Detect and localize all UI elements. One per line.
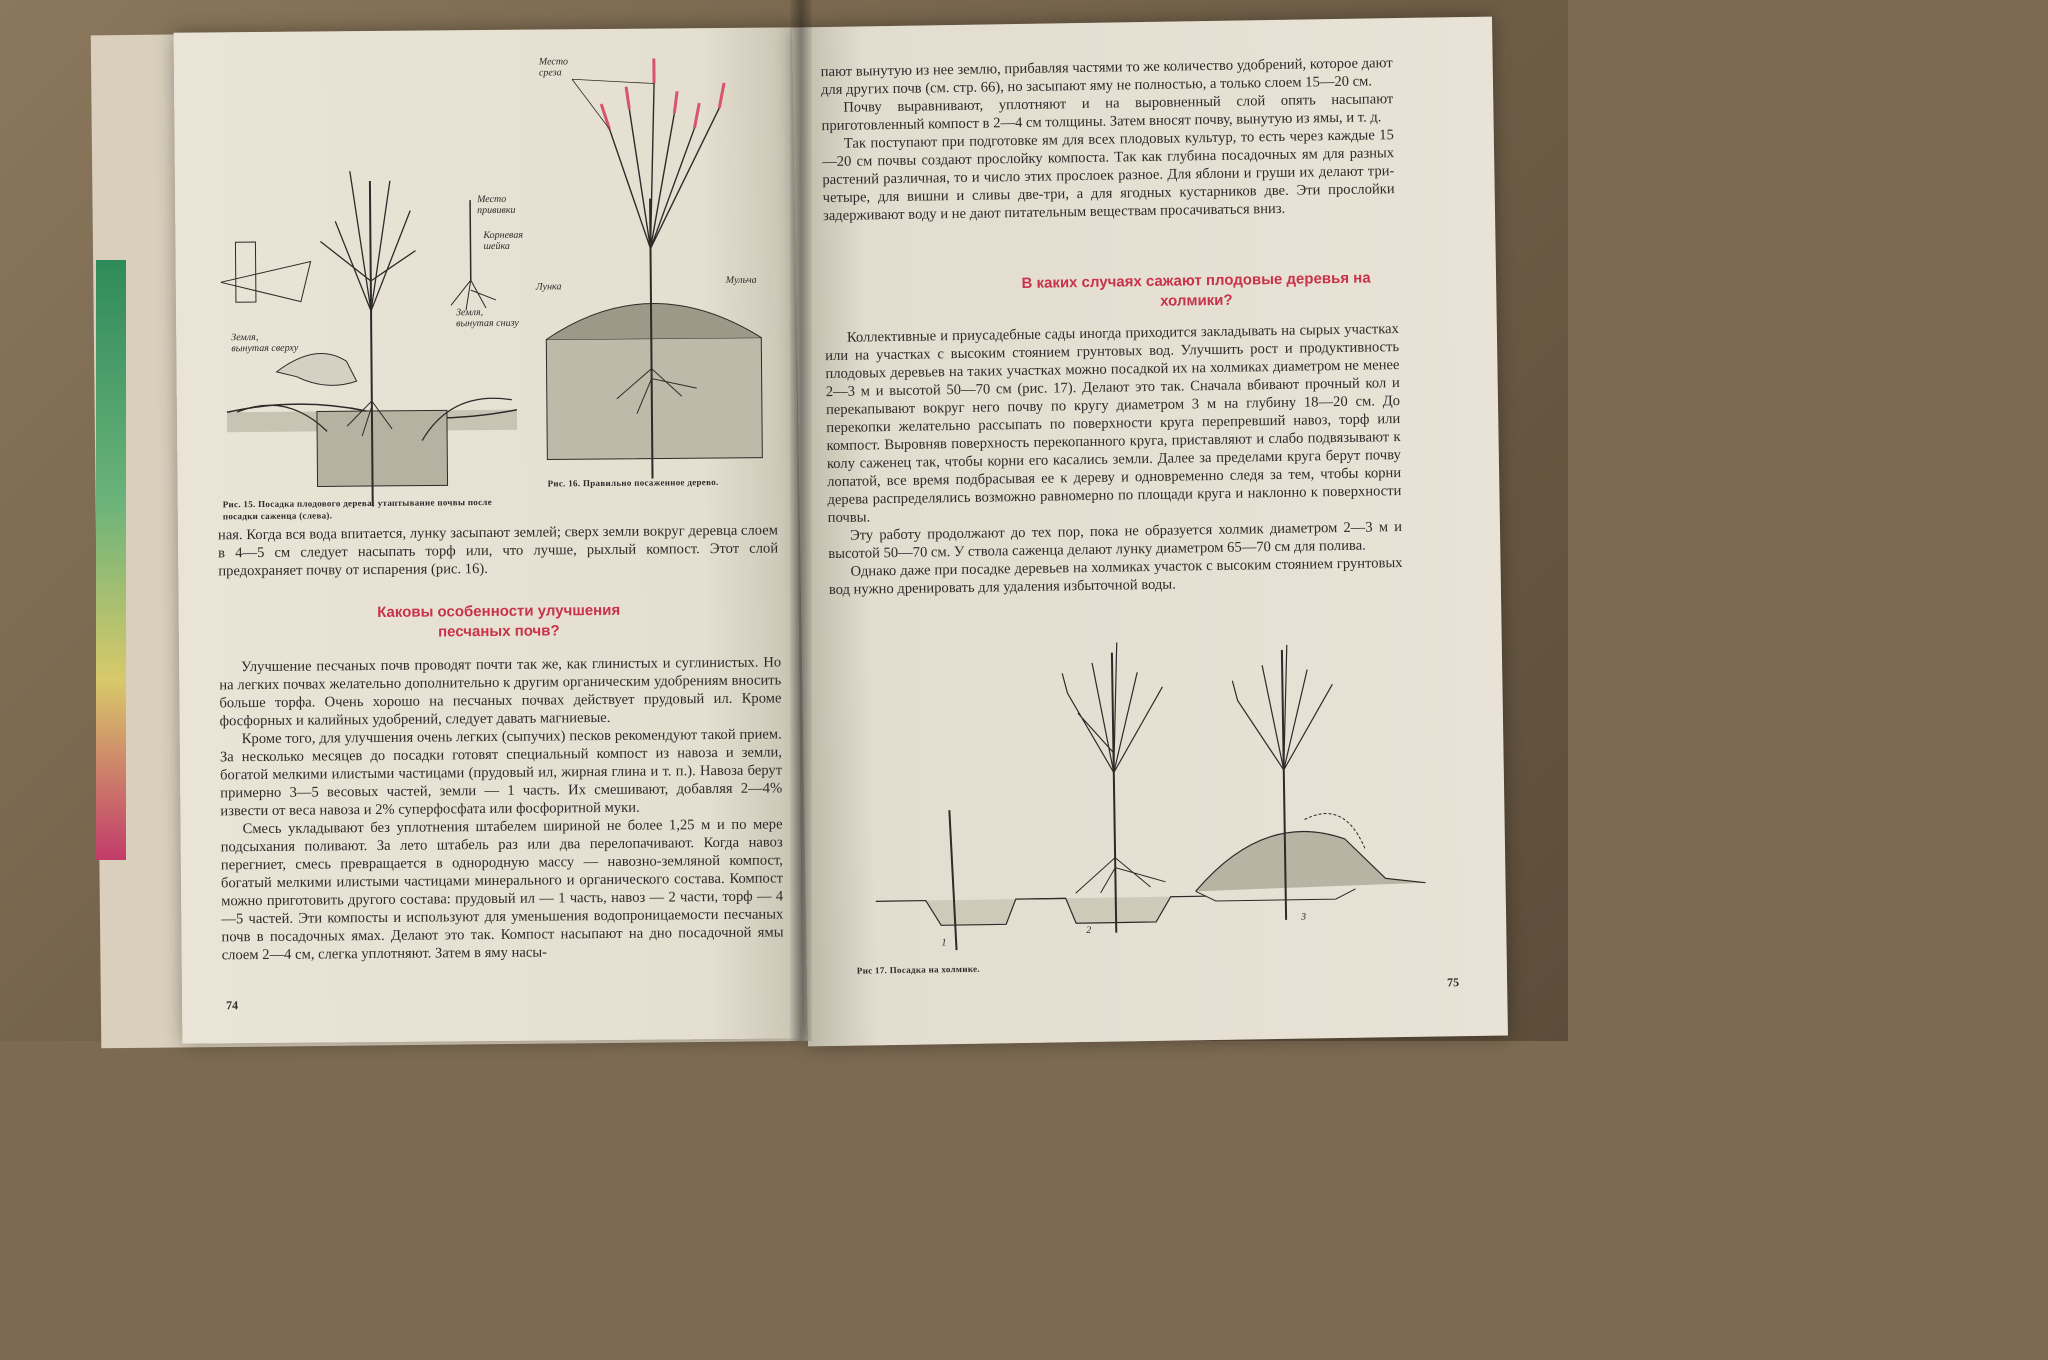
figure-17-number-3: 3 bbox=[1300, 911, 1307, 923]
left-paragraph-3: Смесь укладывают без уплотнения штабелем шириной не более 1,25 м и по мере подсыхания поливают. За лето штабель раз или два перелопачивают. Когда навоз перегниет, смесь превращается в однородную массу — навозно-земляной компост, богатый мелкими илистыми частицами минерального и органического состава. Компост можно приготовить другого состава: прудовый ил — 1 часть, навоз — 2 части, торф — 4—5 частей. Эти компосты и используют для уменьшения водопроницаемости песчаных почв в посадочных ямах. Делают это так. Компост насыпают на дно посадочной ямы слоем 2—4 см, слегка уплотняют. Затем в яму насы- bbox=[220, 816, 784, 964]
right-body-main bbox=[825, 320, 1403, 599]
book-gutter-shadow bbox=[790, 0, 812, 1041]
figure-17-number-1: 1 bbox=[941, 937, 947, 949]
right-paragraph-4: Коллективные и приусадебные сады иногда приходится закладывать на сырых участках или на участках с высоким стоянием грунтовых вод. Улучшить рост и продуктивность плодовых деревьев на таких участках можно посадкой их на холмиках диаметром не менее 2—3 м и высотой 50—70 см (рис. 17). Делают это так. Сначала вбивают прочный кол и перекапывают вокруг него почву по кругу диаметром 3 м на глубину 18—20 см. До перекопки желательно рассыпать по поверхности круга перепревший навоз, торф или компост. Выровняв поверхность перекопанного круга, приставляют и слабо подвязывают к колу саженец так, чтобы корни его касались земли. Далее за пределами круга берут почву лопатой, все время подбрасывая ее к дереву и одновременно следя за тем, чтобы корни дерева распределялись возможно равномерно по площади круга и наклонно к поверхности почвы. bbox=[825, 321, 1402, 527]
right-paragraph-5: Эту работу продолжают до тех пор, пока не образуется холмик диаметром 2—3 м и высотой 50—70 см. У ствола саженца делают лунку диаметром 65—70 см для полива. bbox=[828, 519, 1403, 563]
label-mulcha: Мульча bbox=[725, 274, 757, 286]
figure-16 bbox=[534, 47, 778, 489]
left-page bbox=[174, 27, 803, 1043]
left-body-text bbox=[219, 653, 784, 964]
right-paragraph-6: Однако даже при посадке деревьев на холмиках участок с высоким стоянием грунтовых вод нужно дренировать для удаления избыточной воды. bbox=[828, 555, 1403, 599]
label-mesto-sreza: Место среза bbox=[538, 56, 569, 79]
right-paragraph-3: Так поступают при подготовке ям для всех плодовых культур, то есть через каждые 15—20 см почвы создают прослойку компоста. Так как глубина посадочных ям для разных растений различная, то и число этих прослоек разное. Для яблони и груши их делают три-четыре, для вишни и сливы две-три, а для ягодных кустарников две. Эти прослойки задерживают воду и не дают питательным веществам просачиваться вниз. bbox=[822, 127, 1395, 225]
left-paragraph-continue: ная. Когда вся вода впитается, лунку засыпают землей; сверх земли вокруг деревца слоем в 4—5 см следует насыпать торф или, что лучше, рыхлый компост. Этот слой предохраняет почву от испарения (рис. 16). bbox=[217, 522, 779, 580]
label-zemlya-snizu: Земля, вынутая снизу bbox=[456, 307, 519, 330]
page-number-left: 74 bbox=[226, 998, 239, 1013]
caption-fig-16: Рис. 16. Правильно посаженное дерево. bbox=[547, 476, 719, 489]
left-paragraph-2: Кроме того, для улучшения очень легких (сыпучих) песков рекомендуют такой прием. За несколько месяцев до посадки готовят специальный компост из навоза и земли, богатой мелкими илистыми частицами (прудовый ил, жирная глина и т. п.). Навоза берут примерно 3—5 весовых частей, земли — 1 часть. Их смешивают, добавляя 2—4% извести от веса навоза и 2% суперфосфата или фосфоритной муки. bbox=[219, 726, 783, 820]
label-mesto-privivki: Место прививки bbox=[477, 193, 516, 217]
caption-fig-17: Рис 17. Посадка на холмике. bbox=[856, 963, 980, 976]
figure-17-number-2: 2 bbox=[1086, 924, 1092, 937]
right-paragraph-2: Почву выравнивают, уплотняют и на выровненный слой опять насыпают приготовленный компост в 2—4 см толщины. Затем вносят почву, вынутую из ямы, и т. д. bbox=[821, 91, 1394, 135]
figure-15 bbox=[214, 110, 527, 513]
right-section-heading: В каких случаях сажают плодовые деревья на холмики? bbox=[1021, 269, 1371, 310]
right-paragraph-continue: пают вынутую из нее землю, прибавляя частями то же количество удобрений, которое дают для других почв (см. стр. 66), но засыпают яму не полностью, а только слоем 15—20 см. bbox=[820, 55, 1393, 99]
label-kornevaya-sheyka: Корневая шейка bbox=[483, 229, 524, 253]
left-paragraph-1: Улучшение песчаных почв проводят почти так же, как глинистых и суглинистых. Но на легких почвах желательно дополнительно к другим органическим удобрениям вносить больше торфа. Очень хорошо на песчаных почвах действует прудовый ил. Кроме фосфорных и калийных удобрений, следует давать магниевые. bbox=[219, 654, 782, 730]
cover-colored-strip bbox=[96, 260, 126, 860]
figure-17 bbox=[862, 627, 1447, 956]
caption-fig-15: Рис. 15. Посадка плодового дерева; утаптывание почвы после посадки саженца (слева). bbox=[222, 496, 493, 522]
label-zemlya-sverhu: Земля, вынутая сверху bbox=[231, 331, 299, 355]
left-section-heading: Каковы особенности улучшения песчаных почв? bbox=[377, 601, 621, 641]
right-page bbox=[792, 17, 1508, 1047]
right-body-top bbox=[821, 54, 1395, 225]
label-lunka: Лунка bbox=[535, 281, 562, 293]
page-number-right: 75 bbox=[1447, 975, 1460, 990]
